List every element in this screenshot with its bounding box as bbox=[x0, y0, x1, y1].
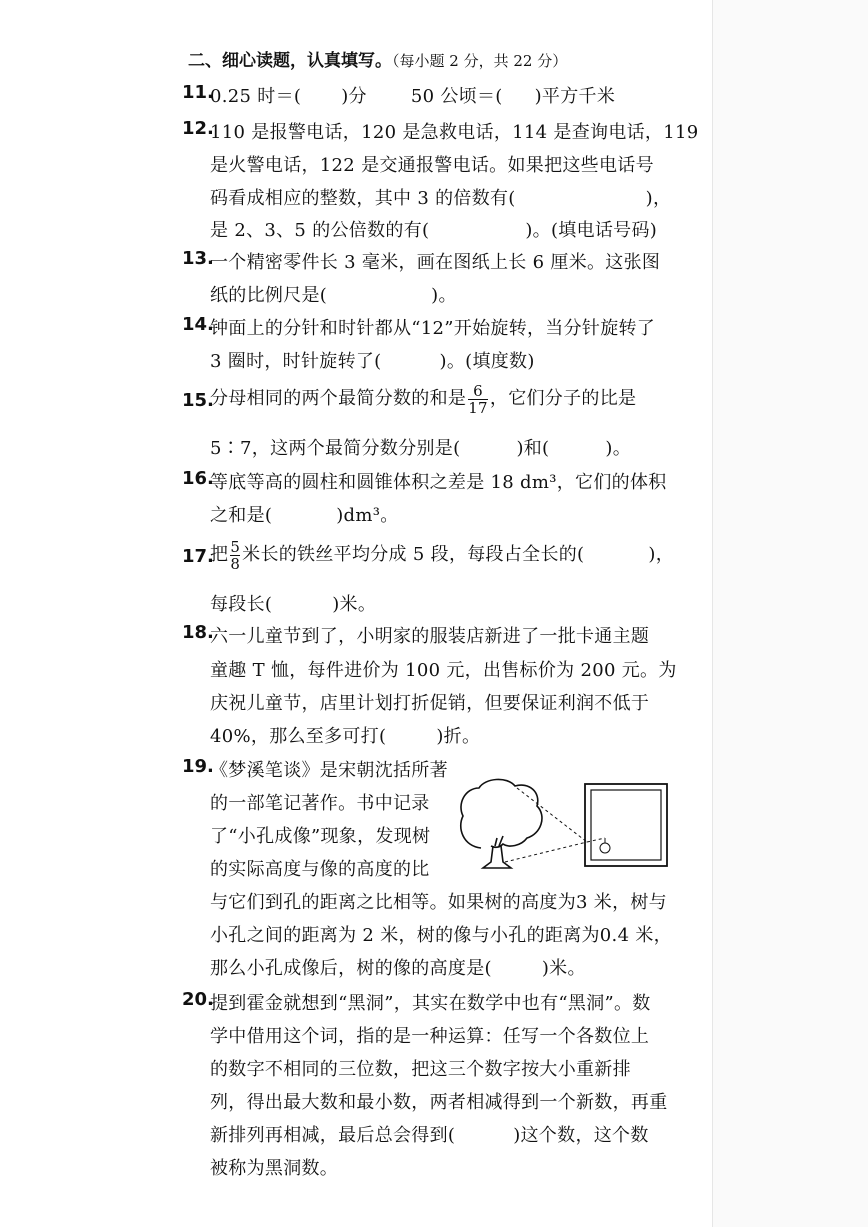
question-13-line: 一个精密零件长 3 毫米，画在图纸上长 6 厘米。这张图 bbox=[210, 252, 661, 273]
question-number: 14. bbox=[182, 314, 214, 335]
question-number: 11. bbox=[182, 82, 214, 103]
question-12-line: 是 2、3、5 的公倍数的有( )。(填电话号码) bbox=[210, 220, 658, 241]
question-19-line: 了“小孔成像”现象，发现树 bbox=[210, 826, 431, 847]
question-number: 20. bbox=[182, 989, 214, 1010]
page-margin bbox=[712, 0, 868, 1227]
question-12-line: 码看成相应的整数，其中 3 的倍数有( )， bbox=[210, 188, 672, 209]
question-16-line: 等底等高的圆柱和圆锥体积之差是 18 dm³，它们的体积 bbox=[210, 472, 667, 493]
question-19-line: 的一部笔记著作。书中记录 bbox=[210, 793, 430, 814]
question-20-line: 列，得出最大数和最小数，两者相减得到一个新数，再重 bbox=[210, 1092, 668, 1113]
question-19-line: 小孔之间的距离为 2 米，树的像与小孔的距离为0.4 米， bbox=[210, 925, 672, 946]
section-title: 二、细心读题，认真填写。 bbox=[188, 51, 392, 71]
question-13-line: 纸的比例尺是( )。 bbox=[210, 285, 457, 306]
question-number: 18. bbox=[182, 622, 214, 643]
question-14-line: 钟面上的分针和时针都从“12”开始旋转，当分针旋转了 bbox=[210, 318, 656, 339]
inverted-image-icon bbox=[600, 838, 610, 853]
question-15-line: 5∶7，这两个最简分数分别是( )和( )。 bbox=[210, 438, 632, 459]
section-note: （每小题 2 分，共 22 分） bbox=[392, 52, 568, 70]
question-number: 13. bbox=[182, 248, 214, 269]
question-19-line: 与它们到孔的距离之比相等。如果树的高度为3 米，树与 bbox=[210, 892, 667, 913]
question-15-line: 分母相同的两个最简分数的和是 $\frac{6}{17}$ ，它们分子的比是 bbox=[210, 381, 637, 417]
question-20-line: 新排列再相减，最后总会得到( )这个数，这个数 bbox=[210, 1125, 649, 1146]
question-20-line: 学中借用这个词，指的是一种运算：任写一个各数位上 bbox=[210, 1026, 650, 1047]
question-19-line: 的实际高度与像的高度的比 bbox=[210, 859, 430, 880]
question-20-line: 被称为黑洞数。 bbox=[210, 1158, 339, 1179]
question-16-line: 之和是( )dm³。 bbox=[210, 505, 399, 526]
question-18-line: 六一儿童节到了，小明家的服装店新进了一批卡通主题 bbox=[210, 626, 650, 647]
question-18-line: 童趣 T 恤，每件进价为 100 元，出售标价为 200 元。为 bbox=[210, 660, 677, 681]
question-19-line: 《梦溪笔谈》是宋朝沈括所著 bbox=[210, 760, 448, 781]
question-19-line: 那么小孔成像后，树的像的高度是( )米。 bbox=[210, 958, 586, 979]
pinhole-camera-figure bbox=[455, 776, 675, 876]
question-18-line: 40%，那么至多可打( )折。 bbox=[210, 726, 481, 747]
question-number: 15. bbox=[182, 390, 214, 411]
section-heading bbox=[188, 46, 567, 71]
light-rays bbox=[505, 788, 605, 862]
question-12-line: 是火警电话，122 是交通报警电话。如果把这些电话号 bbox=[210, 155, 654, 176]
question-17-line: 每段长( )米。 bbox=[210, 594, 377, 615]
fraction: $\frac{5}{8}$ bbox=[230, 537, 241, 573]
question-12-line: 110 是报警电话，120 是急救电话，114 是查询电话，119 bbox=[210, 122, 699, 143]
question-20-line: 的数字不相同的三位数，把这三个数字按大小重新排 bbox=[210, 1059, 631, 1080]
question-14-line: 3 圈时，时针旋转了( )。(填度数) bbox=[210, 351, 535, 372]
question-11: 0.25 时＝( )分 50 公顷＝( )平方千米 bbox=[210, 86, 616, 107]
question-20-line: 提到霍金就想到“黑洞”，其实在数学中也有“黑洞”。数 bbox=[210, 993, 651, 1014]
camera-box bbox=[585, 784, 667, 866]
question-18-line: 庆祝儿童节，店里计划打折促销，但要保证利润不低于 bbox=[210, 693, 650, 714]
question-number: 16. bbox=[182, 468, 214, 489]
question-17-line: 把 $\frac{5}{8}$ 米长的铁丝平均分成 5 段，每段占全长的( )， bbox=[210, 537, 674, 573]
question-number: 17. bbox=[182, 546, 214, 567]
question-number: 19. bbox=[182, 756, 214, 777]
question-number: 12. bbox=[182, 118, 214, 139]
tree-icon bbox=[461, 779, 542, 868]
fraction: $\frac{6}{17}$ bbox=[468, 381, 488, 417]
